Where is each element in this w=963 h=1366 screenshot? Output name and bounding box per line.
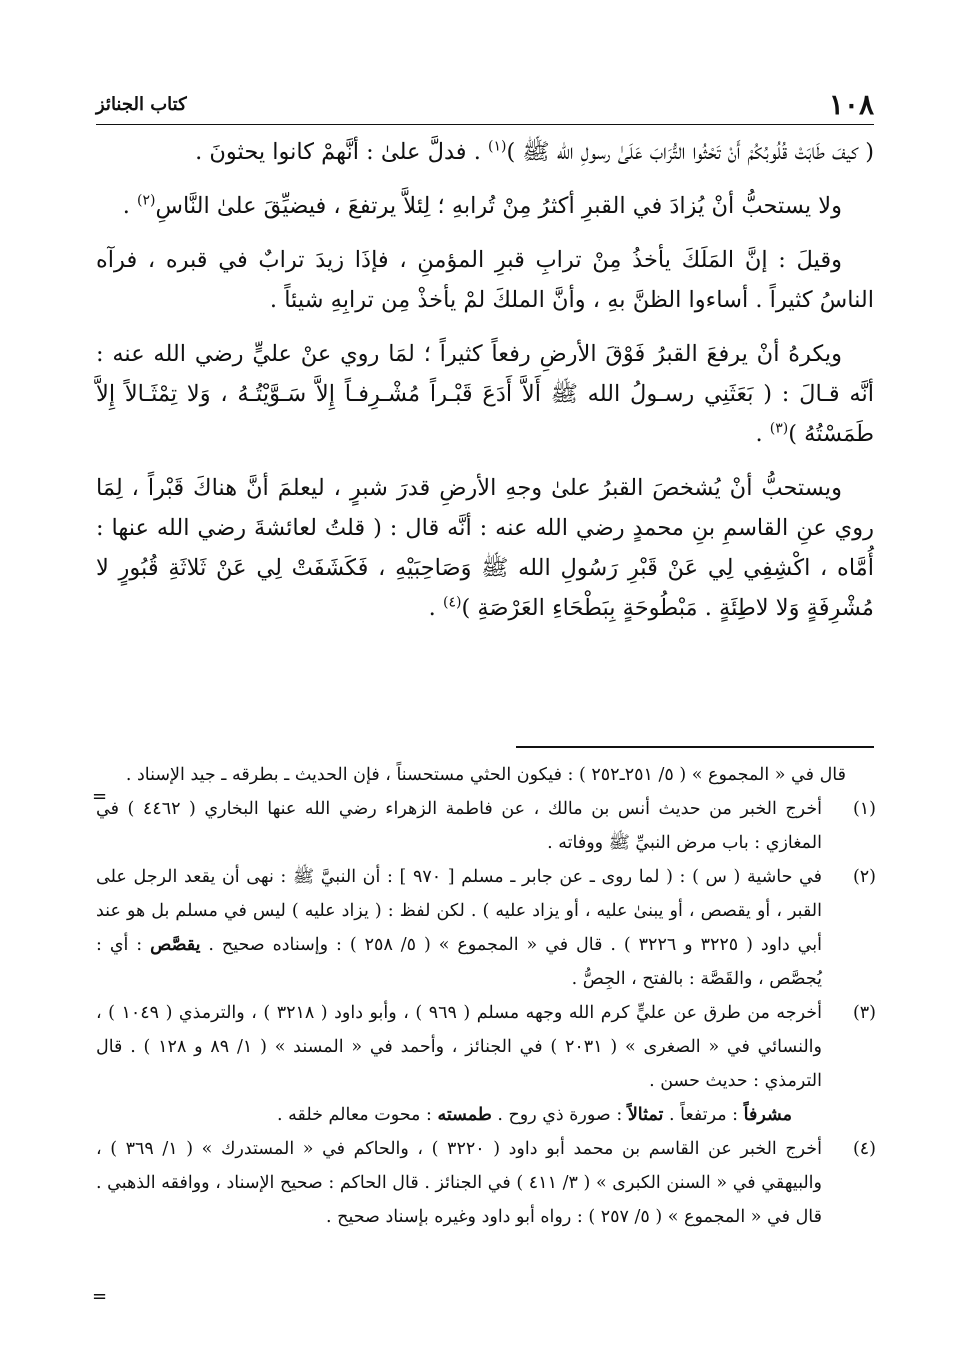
footnote-3 — [96, 996, 876, 1098]
main-text — [96, 132, 874, 642]
carryover-mark: = — [92, 786, 108, 807]
footnote-1 — [96, 792, 876, 860]
footnote-ref-4[interactable]: (٤) — [442, 594, 462, 611]
footnote-3-glossary: مشرفاً : مرتفعاً . تمثالاً : صورة ذي روح . طمسته : محوت معالم خلقه . — [277, 1105, 792, 1125]
paragraph-3: وقيلَ : إنَّ المَلَكَ يأخذُ مِنْ ترابِ قبرِ المؤمنِ ، فإذَا زيدَ ترابٌ في قبره ، فرآه الناسُ كثيراً . أساءوا الظنَّ بهِ ، وأنَّ الملكَ لمْ يأخذْ مِن ترابِهِ شيئاً . — [96, 247, 874, 313]
footnote-number: (١) — [852, 799, 876, 819]
page-header — [96, 82, 874, 122]
footnote-text: أخرج الخبر من حديث أنس بن مالك ، عن فاطمة الزهراء رضي الله عنها البخاري ( ٤٤٦٢ ) في المغازي : باب مرض النبيِّ ﷺ ووفاته . — [96, 799, 823, 853]
footnote-ref-2[interactable]: (٢) — [137, 192, 156, 209]
footnote-ref-3[interactable]: (٣) — [769, 420, 789, 437]
paragraph-2: ولا يستحبُّ أنْ يُزادَ في القبرِ أكثرُ مِنْ تُرابهِ ؛ لِئلاَّ يرتفعَ ، فيضيِّقَ علىٰ النَّاسِ$^{(٢)}$ . — [122, 192, 842, 219]
gloss-term: تمثالاً — [627, 1105, 664, 1125]
paragraph-4: ويكرهُ أنْ يرفعَ القبرُ فَوْقَ الأرضِ رفعاً كثيراً ؛ لمَا روي عنْ عليٍّ رضي الله عنه : أنَّه قـالَ : ( بَعَثَنِي رسـولُ الله ﷺ أَلاَّ أَدَعَ قَبْـراً مُشْـرِفـاً إِلاَّ سَـوَّيْتُـهُ ، وَلا تِمْثَـالاً إِلاَّ طَمَسْتُهُ )$^{(٣)}$ . — [96, 341, 874, 447]
gloss-term: طمسته — [437, 1105, 492, 1125]
gloss-term: مشرفاً — [743, 1105, 792, 1125]
footnote-ref-1[interactable]: (١) — [488, 138, 507, 155]
footnotes — [96, 758, 876, 1234]
footnote-divider — [516, 746, 874, 748]
footnote-number: (٣) — [852, 1003, 876, 1023]
continuation-mark: = — [92, 1286, 108, 1307]
running-title: كتاب الجنائز — [96, 94, 187, 115]
header-divider — [96, 124, 874, 125]
footnote-number: (٤) — [852, 1139, 876, 1159]
paragraph-5: ويستحبُّ أنْ يُشخصَ القبرُ علىٰ وجهِ الأرضِ قدرَ شبرٍ ، ليعلمَ أنَّ هناكَ قَبْراً ، لِمَا روي عنِ القاسمِ بنِ محمدٍ رضي الله عنه : أنَّه قال : ( قلتُ لعائشةَ رضي الله عنها : أُمَّاه ، اكْشِفِي لِي عَنْ قَبْرِ رَسُولِ الله ﷺ وَصَاحِبَيْهِ ، فَكَشَفَتْ لِي عَنْ ثَلاثَةِ قُبُورٍ لا مُشْرِفَةٍ وَلا لاطِئَةٍ . مَبْطُوحَةٍ بِبَطْحَاءِ العَرْصَةِ )$^{(٤)}$ . — [96, 475, 874, 621]
footnote-number: (٢) — [852, 867, 876, 887]
footnote-text: أخرجه من طرق عن عليٍّ كرم الله وجهه مسلم ( ٩٦٩ ) ، وأبو داود ( ٣٢١٨ ) ، والترمذي ( ١٠٤٩ ) ، والنسائي في « الصغرى » ( ٢٠٣١ ) في الجنائز ، وأحمد في « المسند » ( ١/ ٨٩ و ١٢٨ ) . قال الترمذي : حديث حسن . — [96, 1003, 822, 1091]
gloss-term: يقصَّص — [150, 935, 201, 955]
page-number: ١٠٨ — [828, 88, 874, 121]
footnote-carryover: قال في « المجموع » ( ٥/ ٢٥١ـ٢٥٢ ) : فيكون الحثي مستحسناً ، فإن الحديث ـ بطرقه ـ جيد الإسناد . — [125, 765, 846, 785]
footnote-text: أخرج الخبر عن القاسم بن محمد أبو داود ( ٣٢٢٠ ) ، والحاكم في « المستدرك » ( ١/ ٣٦٩ ) ، والبيهقي في « السنن الكبرى » ( ٣/ ٤١١ ) في الجنائز . قال الحاكم : صحيح الإسناد ، ووافقه الذهبي . قال في « المجموع » ( ٥/ ٢٥٧ ) : رواه أبو داود وغيره بإسناد صحيح . — [96, 1139, 822, 1227]
footnote-4 — [96, 1132, 876, 1234]
footnote-text: في حاشية ( س ) : ( لما روى ـ عن جابر ـ مسلم [ ٩٧٠ ] : أن النبيَّ ﷺ : نهى أن يقعد الرجل على القبر ، أو يقصص ، أو يبنىٰ عليه ، أو يزاد عليه ) . لكن لفظ : ( يزاد عليه ) ليس في مسلم بل هو عند أبي داود ( ٣٢٢٥ و ٣٢٢٦ ) . قال في « المجموع » ( ٥/ ٢٥٨ ) : وإسناده صحيح . يقصَّص : أي : يُجصَّص ، والقَصَّة : بالفتح ، الجِصُّ . — [96, 867, 822, 989]
paragraph-1: ( كيفَ طَابَتْ قُلُوبُكُمْ أَنْ تَحْثُوا التُّرَابَ عَلَىٰ رسولِ الله ﷺ )$^{(١)}$ . فدلَّ علىٰ : أنَّهمْ كانوا يحثونَ . — [195, 138, 874, 165]
footnote-2 — [96, 860, 876, 996]
